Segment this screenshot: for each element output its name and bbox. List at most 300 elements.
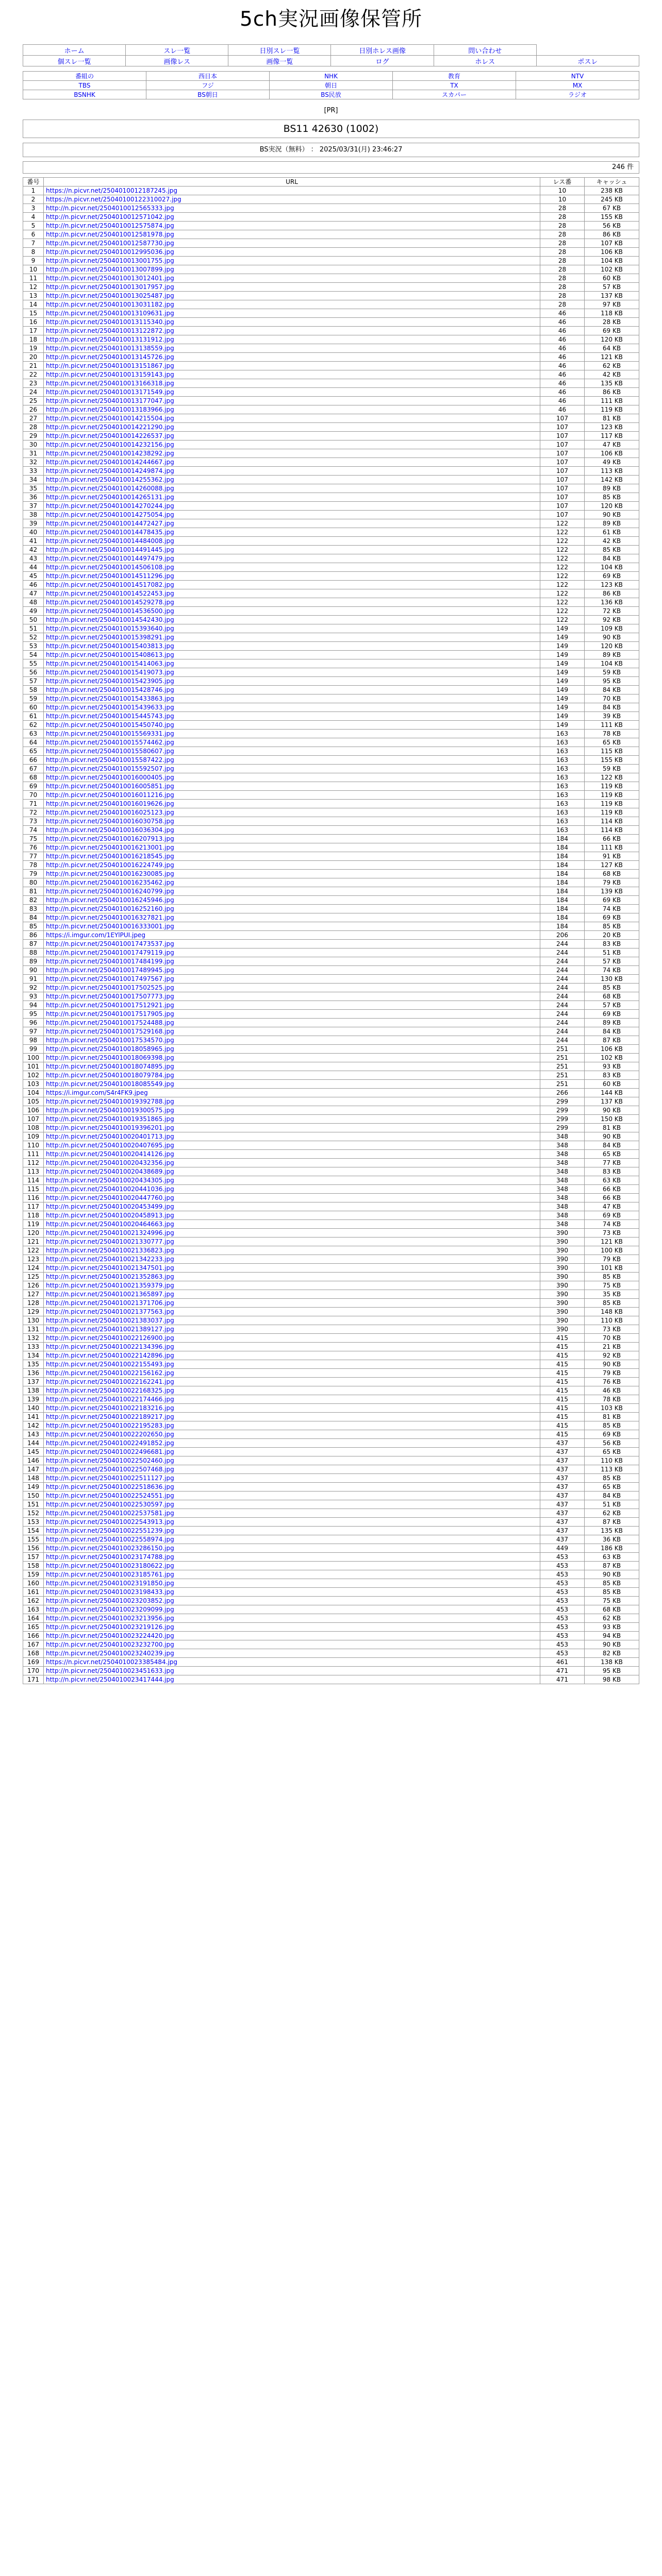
res-number-link[interactable]: 244 bbox=[540, 957, 585, 966]
nav-home[interactable]: ホーム bbox=[23, 45, 126, 56]
image-url-link[interactable]: http://n.picvr.net/250401001299503​6.jpg bbox=[44, 248, 540, 257]
res-number-link[interactable]: 415 bbox=[540, 1413, 585, 1421]
res-number-link[interactable]: 251 bbox=[540, 1080, 585, 1089]
res-number-link[interactable]: 461 bbox=[540, 1658, 585, 1667]
image-url-link[interactable]: http://n.picvr.net/250401001312287​2.jpg bbox=[44, 327, 540, 335]
res-number-link[interactable]: 122 bbox=[540, 572, 585, 581]
res-number-link[interactable]: 244 bbox=[540, 1036, 585, 1045]
image-url-link[interactable]: http://n.picvr.net/250401001425536​2.jpg bbox=[44, 476, 540, 484]
image-url-link[interactable]: http://n.picvr.net/250401001542874​6.jpg bbox=[44, 686, 540, 694]
image-url-link[interactable]: http://n.picvr.net/250401001424466​7.jpg bbox=[44, 458, 540, 467]
image-url-link[interactable]: http://n.picvr.net/250401001939278​8.jpg bbox=[44, 1097, 540, 1106]
res-number-link[interactable]: 415 bbox=[540, 1334, 585, 1343]
image-url-link[interactable]: http://n.picvr.net/250401002249668​1.jpg bbox=[44, 1448, 540, 1456]
res-number-link[interactable]: 46 bbox=[540, 353, 585, 362]
image-url-link[interactable]: http://n.picvr.net/250401001301240​1.jpg bbox=[44, 274, 540, 283]
image-url-link[interactable]: http://n.picvr.net/250401002043235​6.jpg bbox=[44, 1159, 540, 1167]
res-number-link[interactable]: 122 bbox=[540, 546, 585, 554]
res-number-link[interactable]: 348 bbox=[540, 1211, 585, 1220]
image-url-link[interactable]: http://n.picvr.net/250401001623008​5.jpg bbox=[44, 870, 540, 878]
res-number-link[interactable]: 453 bbox=[540, 1649, 585, 1658]
res-number-link[interactable]: 415 bbox=[540, 1421, 585, 1430]
res-number-link[interactable]: 471 bbox=[540, 1667, 585, 1675]
nav-posure[interactable]: ポスレ bbox=[536, 56, 639, 66]
res-number-link[interactable]: 348 bbox=[540, 1176, 585, 1185]
image-url-link[interactable]: http://n.picvr.net/250401001424987​4.jpg bbox=[44, 467, 540, 476]
res-number-link[interactable]: 348 bbox=[540, 1220, 585, 1229]
res-number-link[interactable]: 299 bbox=[540, 1124, 585, 1132]
res-number-link[interactable]: 184 bbox=[540, 896, 585, 905]
res-number-link[interactable]: 390 bbox=[540, 1299, 585, 1308]
res-number-link[interactable]: 107 bbox=[540, 423, 585, 432]
res-number-link[interactable]: 46 bbox=[540, 335, 585, 344]
image-url-link[interactable]: http://n.picvr.net/250401002045891​3.jpg bbox=[44, 1211, 540, 1220]
res-number-link[interactable]: 28 bbox=[540, 283, 585, 292]
res-number-link[interactable]: 184 bbox=[540, 922, 585, 931]
image-url-link[interactable]: http://n.picvr.net/250401001313191​2.jpg bbox=[44, 335, 540, 344]
res-number-link[interactable]: 390 bbox=[540, 1325, 585, 1334]
res-number-link[interactable]: 184 bbox=[540, 861, 585, 870]
res-number-link[interactable]: 163 bbox=[540, 782, 585, 791]
image-url-link[interactable]: http://n.picvr.net/250401001935186​5.jpg bbox=[44, 1115, 540, 1124]
res-number-link[interactable]: 122 bbox=[540, 616, 585, 624]
res-number-link[interactable]: 107 bbox=[540, 476, 585, 484]
image-url-link[interactable]: http://n.picvr.net/250401001748419​9.jpg bbox=[44, 957, 540, 966]
image-url-link[interactable]: http://n.picvr.net/250401002040769​5.jpg bbox=[44, 1141, 540, 1150]
image-url-link[interactable]: http://n.picvr.net/250401002328615​0.jpg bbox=[44, 1544, 540, 1553]
image-url-link[interactable]: http://n.picvr.net/250401001316631​8.jpg bbox=[44, 379, 540, 388]
image-url-link[interactable]: http://n.picvr.net/250401002345163​3.jpg bbox=[44, 1667, 540, 1675]
res-number-link[interactable]: 46 bbox=[540, 327, 585, 335]
image-url-link[interactable]: http://n.picvr.net/250401001453650​0.jpg bbox=[44, 607, 540, 616]
image-url-link[interactable]: http://n.picvr.net/250401002318062​2.jpg bbox=[44, 1562, 540, 1570]
image-url-link[interactable]: http://n.picvr.net/250401001625216​0.jpg bbox=[44, 905, 540, 913]
image-url-link[interactable]: http://n.picvr.net/250401002319185​0.jpg bbox=[44, 1579, 540, 1588]
res-number-link[interactable]: 28 bbox=[540, 300, 585, 309]
image-url-link[interactable]: http://n.picvr.net/250401002045349​9.jpg bbox=[44, 1202, 540, 1211]
image-url-link[interactable]: http://n.picvr.net/250401001805896​5.jpg bbox=[44, 1045, 540, 1054]
image-url-link[interactable]: http://n.picvr.net/250401001452245​3.jpg bbox=[44, 589, 540, 598]
res-number-link[interactable]: 415 bbox=[540, 1395, 585, 1404]
image-url-link[interactable]: http://n.picvr.net/250401002214289​6.jpg bbox=[44, 1351, 540, 1360]
res-number-link[interactable]: 184 bbox=[540, 878, 585, 887]
res-number-link[interactable]: 149 bbox=[540, 642, 585, 651]
image-url-link[interactable]: http://n.picvr.net/250401001318396​6.jpg bbox=[44, 405, 540, 414]
image-url-link[interactable]: http://n.picvr.net/250401002137170​6.jpg bbox=[44, 1299, 540, 1308]
image-url-link[interactable]: http://n.picvr.net/250401001545074​0.jpg bbox=[44, 721, 540, 730]
res-number-link[interactable]: 437 bbox=[540, 1527, 585, 1535]
image-url-link[interactable]: http://n.picvr.net/250401002135937​9.jpg bbox=[44, 1281, 540, 1290]
res-number-link[interactable]: 149 bbox=[540, 703, 585, 712]
image-url-link[interactable]: http://n.picvr.net/250401001559250​7.jpg bbox=[44, 765, 540, 773]
image-url-link[interactable]: http://n.picvr.net/250401002320385​2.jpg bbox=[44, 1597, 540, 1605]
image-url-link[interactable]: http://n.picvr.net/250401001300175​5.jpg bbox=[44, 257, 540, 265]
channel-link[interactable]: ラジオ bbox=[516, 90, 639, 99]
image-url-link[interactable]: http://n.picvr.net/250401002319843​3.jpg bbox=[44, 1588, 540, 1597]
image-url-link[interactable]: http://n.picvr.net/250401002321395​6.jpg bbox=[44, 1614, 540, 1623]
image-url-link[interactable]: http://n.picvr.net/250401002137756​3.jpg bbox=[44, 1308, 540, 1316]
res-number-link[interactable]: 453 bbox=[540, 1570, 585, 1579]
res-number-link[interactable]: 251 bbox=[540, 1062, 585, 1071]
image-url-link[interactable]: http://n.picvr.net/250401001422653​7.jpg bbox=[44, 432, 540, 440]
res-number-link[interactable]: 390 bbox=[540, 1316, 585, 1325]
res-number-link[interactable]: 415 bbox=[540, 1386, 585, 1395]
res-number-link[interactable]: 149 bbox=[540, 677, 585, 686]
image-url-link[interactable]: http://n.picvr.net/250401001600040​5.jpg bbox=[44, 773, 540, 782]
res-number-link[interactable]: 149 bbox=[540, 686, 585, 694]
res-number-link[interactable]: 348 bbox=[540, 1132, 585, 1141]
res-number-link[interactable]: 390 bbox=[540, 1290, 585, 1299]
res-number-link[interactable]: 107 bbox=[540, 449, 585, 458]
image-url-link[interactable]: http://n.picvr.net/250401001451708​2.jpg bbox=[44, 581, 540, 589]
res-number-link[interactable]: 471 bbox=[540, 1675, 585, 1684]
res-number-link[interactable]: 453 bbox=[540, 1579, 585, 1588]
image-url-link[interactable]: http://n.picvr.net/250401002216832​5.jpg bbox=[44, 1386, 540, 1395]
image-url-link[interactable]: http://n.picvr.net/250401001302548​7.jpg bbox=[44, 292, 540, 300]
channel-link[interactable]: 教育 bbox=[393, 72, 516, 81]
image-url-link[interactable]: http://n.picvr.net/250401001747353​7.jpg bbox=[44, 940, 540, 948]
image-url-link[interactable]: http://n.picvr.net/250401002322442​0.jpg bbox=[44, 1632, 540, 1640]
res-number-link[interactable]: 184 bbox=[540, 905, 585, 913]
image-url-link[interactable]: http://n.picvr.net/250401002044103​6.jpg bbox=[44, 1185, 540, 1194]
image-url-link[interactable]: http://n.picvr.net/250401002043868​9.jpg bbox=[44, 1167, 540, 1176]
image-url-link[interactable]: http://n.picvr.net/250401001624594​6.jpg bbox=[44, 896, 540, 905]
image-url-link[interactable]: http://n.picvr.net/250401002138303​7.jpg bbox=[44, 1316, 540, 1325]
image-url-link[interactable]: http://n.picvr.net/250401002341744​4.jpg bbox=[44, 1675, 540, 1684]
image-url-link[interactable]: http://n.picvr.net/250401001447843​5.jpg bbox=[44, 528, 540, 537]
res-number-link[interactable]: 415 bbox=[540, 1404, 585, 1413]
res-number-link[interactable]: 437 bbox=[540, 1465, 585, 1474]
image-url-link[interactable]: http://n.picvr.net/250401002219528​3.jpg bbox=[44, 1421, 540, 1430]
image-url-link[interactable]: http://n.picvr.net/250401002212690​0.jpg bbox=[44, 1334, 540, 1343]
res-number-link[interactable]: 122 bbox=[540, 528, 585, 537]
image-url-link[interactable]: http://n.picvr.net/250401001601121​6.jpg bbox=[44, 791, 540, 800]
res-number-link[interactable]: 149 bbox=[540, 668, 585, 677]
res-number-link[interactable]: 163 bbox=[540, 791, 585, 800]
image-url-link[interactable]: http://n.picvr.net/250401001257104​2.jpg bbox=[44, 213, 540, 222]
res-number-link[interactable]: 251 bbox=[540, 1071, 585, 1080]
channel-link[interactable]: NTV bbox=[516, 72, 639, 81]
image-url-link[interactable]: http://n.picvr.net/250401001427024​4.jpg bbox=[44, 502, 540, 511]
res-number-link[interactable]: 437 bbox=[540, 1483, 585, 1492]
res-number-link[interactable]: 390 bbox=[540, 1238, 585, 1246]
image-url-link[interactable]: http://n.picvr.net/250401001541907​3.jpg bbox=[44, 668, 540, 677]
res-number-link[interactable]: 244 bbox=[540, 948, 585, 957]
channel-link[interactable]: BS朝日 bbox=[146, 90, 270, 99]
res-number-link[interactable]: 266 bbox=[540, 1089, 585, 1097]
channel-link[interactable]: 西日本 bbox=[146, 72, 270, 81]
image-url-link[interactable]: http://n.picvr.net/250401001939620​1.jpg bbox=[44, 1124, 540, 1132]
image-url-link[interactable]: http://n.picvr.net/250401001930057​5.jpg bbox=[44, 1106, 540, 1115]
image-url-link[interactable]: http://n.picvr.net/250401001620791​3.jpg bbox=[44, 835, 540, 843]
image-url-link[interactable]: https://n.picvr.net/250401001218724​5.jpg bbox=[44, 187, 540, 195]
res-number-link[interactable]: 244 bbox=[540, 1010, 585, 1019]
res-number-link[interactable]: 299 bbox=[540, 1115, 585, 1124]
image-url-link[interactable]: http://n.picvr.net/250401001314572​6.jpg bbox=[44, 353, 540, 362]
image-url-link[interactable]: http://n.picvr.net/250401002041412​6.jpg bbox=[44, 1150, 540, 1159]
image-url-link[interactable]: http://n.picvr.net/250401001808554​9.jpg bbox=[44, 1080, 540, 1089]
res-number-link[interactable]: 415 bbox=[540, 1343, 585, 1351]
image-url-link[interactable]: http://n.picvr.net/250401001750777​3.jpg bbox=[44, 992, 540, 1001]
res-number-link[interactable]: 437 bbox=[540, 1492, 585, 1500]
image-url-link[interactable]: http://n.picvr.net/250401002136589​7.jpg bbox=[44, 1290, 540, 1299]
image-url-link[interactable]: http://n.picvr.net/250401002218921​7.jpg bbox=[44, 1413, 540, 1421]
image-url-link[interactable]: http://n.picvr.net/250401001258197​8.jpg bbox=[44, 230, 540, 239]
image-url-link[interactable]: http://n.picvr.net/250401002251863​6.jpg bbox=[44, 1483, 540, 1492]
image-url-link[interactable]: http://n.picvr.net/250401002213439​6.jpg bbox=[44, 1343, 540, 1351]
res-number-link[interactable]: 453 bbox=[540, 1614, 585, 1623]
res-number-link[interactable]: 28 bbox=[540, 222, 585, 230]
res-number-link[interactable]: 28 bbox=[540, 248, 585, 257]
res-number-link[interactable]: 163 bbox=[540, 756, 585, 765]
image-url-link[interactable]: http://n.picvr.net/250401001426513​1.jpg bbox=[44, 493, 540, 502]
image-url-link[interactable]: http://n.picvr.net/250401001447242​7.jpg bbox=[44, 519, 540, 528]
res-number-link[interactable]: 415 bbox=[540, 1369, 585, 1378]
nav-contact[interactable]: 問い合わせ bbox=[434, 45, 536, 56]
res-number-link[interactable]: 348 bbox=[540, 1194, 585, 1202]
res-number-link[interactable]: 28 bbox=[540, 274, 585, 283]
image-url-link[interactable]: http://n.picvr.net/250401001623546​2.jpg bbox=[44, 878, 540, 887]
image-url-link[interactable]: http://n.picvr.net/250401001600585​1.jpg bbox=[44, 782, 540, 791]
image-url-link[interactable]: http://n.picvr.net/250401001540861​3.jpg bbox=[44, 651, 540, 659]
image-url-link[interactable]: http://n.picvr.net/250401002250246​0.jpg bbox=[44, 1456, 540, 1465]
res-number-link[interactable]: 28 bbox=[540, 265, 585, 274]
image-url-link[interactable]: https://i.imgur.com/1EYlPUI.jpeg bbox=[44, 931, 540, 940]
image-url-link[interactable]: http://n.picvr.net/250401001449747​9.jpg bbox=[44, 554, 540, 563]
channel-link[interactable]: 番組の bbox=[23, 72, 146, 81]
res-number-link[interactable]: 244 bbox=[540, 992, 585, 1001]
res-number-link[interactable]: 107 bbox=[540, 511, 585, 519]
res-number-link[interactable]: 28 bbox=[540, 292, 585, 300]
image-url-link[interactable]: http://n.picvr.net/250401002252455​1.jpg bbox=[44, 1492, 540, 1500]
image-url-link[interactable]: http://n.picvr.net/250401001539364​0.jpg bbox=[44, 624, 540, 633]
res-number-link[interactable]: 437 bbox=[540, 1509, 585, 1518]
res-number-link[interactable]: 299 bbox=[540, 1106, 585, 1115]
res-number-link[interactable]: 453 bbox=[540, 1605, 585, 1614]
image-url-link[interactable]: http://n.picvr.net/250401001624079​9.jpg bbox=[44, 887, 540, 896]
image-url-link[interactable]: http://n.picvr.net/250401001622474​9.jpg bbox=[44, 861, 540, 870]
res-number-link[interactable]: 437 bbox=[540, 1439, 585, 1448]
res-number-link[interactable]: 390 bbox=[540, 1281, 585, 1290]
image-url-link[interactable]: http://n.picvr.net/250401001539829​1.jpg bbox=[44, 633, 540, 642]
image-url-link[interactable]: http://n.picvr.net/250401002133682​3.jpg bbox=[44, 1246, 540, 1255]
image-url-link[interactable]: http://n.picvr.net/250401001421550​4.jpg bbox=[44, 414, 540, 423]
res-number-link[interactable]: 28 bbox=[540, 204, 585, 213]
res-number-link[interactable]: 415 bbox=[540, 1378, 585, 1386]
res-number-link[interactable]: 122 bbox=[540, 563, 585, 572]
res-number-link[interactable]: 206 bbox=[540, 931, 585, 940]
nav-log[interactable]: ログ bbox=[331, 56, 434, 66]
channel-link[interactable]: フジ bbox=[146, 81, 270, 90]
image-url-link[interactable]: http://n.picvr.net/250401001753457​0.jpg bbox=[44, 1036, 540, 1045]
image-url-link[interactable]: https://i.imgur.com/S4r4FK9.jpeg bbox=[44, 1089, 540, 1097]
channel-link[interactable]: MX bbox=[516, 81, 639, 90]
image-url-link[interactable]: http://n.picvr.net/250401001556933​1.jpg bbox=[44, 730, 540, 738]
res-number-link[interactable]: 122 bbox=[540, 581, 585, 589]
res-number-link[interactable]: 348 bbox=[540, 1167, 585, 1176]
image-url-link[interactable]: http://n.picvr.net/250401002216224​1.jpg bbox=[44, 1378, 540, 1386]
image-url-link[interactable]: http://n.picvr.net/250401001317154​9.jpg bbox=[44, 388, 540, 397]
res-number-link[interactable]: 107 bbox=[540, 502, 585, 511]
res-number-link[interactable]: 415 bbox=[540, 1430, 585, 1439]
res-number-link[interactable]: 149 bbox=[540, 712, 585, 721]
res-number-link[interactable]: 46 bbox=[540, 362, 585, 370]
channel-link[interactable]: NHK bbox=[270, 72, 393, 81]
channel-link[interactable]: スカパー bbox=[393, 90, 516, 99]
image-url-link[interactable]: http://n.picvr.net/250401002040171​3.jpg bbox=[44, 1132, 540, 1141]
image-url-link[interactable]: http://n.picvr.net/250401001750252​5.jpg bbox=[44, 984, 540, 992]
image-url-link[interactable]: http://n.picvr.net/250401001603075​8.jpg bbox=[44, 817, 540, 826]
image-url-link[interactable]: http://n.picvr.net/250401002135286​3.jpg bbox=[44, 1273, 540, 1281]
image-url-link[interactable]: http://n.picvr.net/250401002134750​1.jpg bbox=[44, 1264, 540, 1273]
image-url-link[interactable]: http://n.picvr.net/250401001806939​8.jpg bbox=[44, 1054, 540, 1062]
image-url-link[interactable]: http://n.picvr.net/250401001543386​3.jpg bbox=[44, 694, 540, 703]
res-number-link[interactable]: 453 bbox=[540, 1597, 585, 1605]
res-number-link[interactable]: 299 bbox=[540, 1097, 585, 1106]
res-number-link[interactable]: 449 bbox=[540, 1544, 585, 1553]
image-url-link[interactable]: http://n.picvr.net/250401001747911​9.jpg bbox=[44, 948, 540, 957]
res-number-link[interactable]: 453 bbox=[540, 1553, 585, 1562]
res-number-link[interactable]: 107 bbox=[540, 493, 585, 502]
image-url-link[interactable]: http://n.picvr.net/250401001311534​0.jpg bbox=[44, 318, 540, 327]
res-number-link[interactable]: 28 bbox=[540, 239, 585, 248]
res-number-link[interactable]: 437 bbox=[540, 1518, 585, 1527]
image-url-link[interactable]: http://n.picvr.net/250401002215549​3.jpg bbox=[44, 1360, 540, 1369]
res-number-link[interactable]: 453 bbox=[540, 1632, 585, 1640]
nav-image-res[interactable]: 画像レス bbox=[126, 56, 228, 66]
res-number-link[interactable]: 184 bbox=[540, 870, 585, 878]
image-url-link[interactable]: http://n.picvr.net/250401001558060​7.jpg bbox=[44, 747, 540, 756]
res-number-link[interactable]: 163 bbox=[540, 738, 585, 747]
res-number-link[interactable]: 46 bbox=[540, 388, 585, 397]
image-url-link[interactable]: http://n.picvr.net/250401002253758​1.jpg bbox=[44, 1509, 540, 1518]
res-number-link[interactable]: 149 bbox=[540, 633, 585, 642]
res-number-link[interactable]: 28 bbox=[540, 257, 585, 265]
res-number-link[interactable]: 122 bbox=[540, 607, 585, 616]
res-number-link[interactable]: 107 bbox=[540, 432, 585, 440]
res-number-link[interactable]: 149 bbox=[540, 659, 585, 668]
image-url-link[interactable]: http://n.picvr.net/250401001454243​0.jpg bbox=[44, 616, 540, 624]
res-number-link[interactable]: 46 bbox=[540, 405, 585, 414]
res-number-link[interactable]: 28 bbox=[540, 230, 585, 239]
image-url-link[interactable]: http://n.picvr.net/250401002254391​3.jpg bbox=[44, 1518, 540, 1527]
res-number-link[interactable]: 415 bbox=[540, 1351, 585, 1360]
nav-daily-images[interactable]: 日別ホレス画像 bbox=[331, 45, 434, 56]
channel-link[interactable]: BS民放 bbox=[270, 90, 393, 99]
res-number-link[interactable]: 437 bbox=[540, 1500, 585, 1509]
res-number-link[interactable]: 163 bbox=[540, 800, 585, 808]
image-url-link[interactable]: http://n.picvr.net/250401001541406​3.jpg bbox=[44, 659, 540, 668]
image-url-link[interactable]: http://n.picvr.net/250401002249185​2.jpg bbox=[44, 1439, 540, 1448]
res-number-link[interactable]: 390 bbox=[540, 1273, 585, 1281]
res-number-link[interactable]: 107 bbox=[540, 467, 585, 476]
res-number-link[interactable]: 390 bbox=[540, 1255, 585, 1264]
res-number-link[interactable]: 163 bbox=[540, 730, 585, 738]
res-number-link[interactable]: 122 bbox=[540, 589, 585, 598]
image-url-link[interactable]: http://n.picvr.net/250401001632782​1.jpg bbox=[44, 913, 540, 922]
res-number-link[interactable]: 244 bbox=[540, 966, 585, 975]
channel-link[interactable]: TX bbox=[393, 81, 516, 90]
image-url-link[interactable]: http://n.picvr.net/250401001310963​1.jpg bbox=[44, 309, 540, 318]
res-number-link[interactable]: 46 bbox=[540, 397, 585, 405]
image-url-link[interactable]: http://n.picvr.net/250401001422129​0.jpg bbox=[44, 423, 540, 432]
nav-image-list[interactable]: 画像一覧 bbox=[228, 56, 331, 66]
image-url-link[interactable]: http://n.picvr.net/250401001423829​2.jpg bbox=[44, 449, 540, 458]
res-number-link[interactable]: 122 bbox=[540, 537, 585, 546]
channel-link[interactable]: 朝日 bbox=[270, 81, 393, 90]
image-url-link[interactable]: http://n.picvr.net/250401001558742​2.jpg bbox=[44, 756, 540, 765]
image-url-link[interactable]: http://n.picvr.net/250401001450610​8.jpg bbox=[44, 563, 540, 572]
res-number-link[interactable]: 244 bbox=[540, 984, 585, 992]
nav-thread-list[interactable]: スレ一覧 bbox=[126, 45, 228, 56]
res-number-link[interactable]: 10 bbox=[540, 195, 585, 204]
image-url-link[interactable]: http://n.picvr.net/250401002317478​8.jpg bbox=[44, 1553, 540, 1562]
res-number-link[interactable]: 437 bbox=[540, 1474, 585, 1483]
res-number-link[interactable]: 46 bbox=[540, 379, 585, 388]
res-number-link[interactable]: 244 bbox=[540, 1027, 585, 1036]
image-url-link[interactable]: http://n.picvr.net/250401001451129​6.jpg bbox=[44, 572, 540, 581]
image-url-link[interactable]: http://n.picvr.net/250401001315914​3.jpg bbox=[44, 370, 540, 379]
res-number-link[interactable]: 453 bbox=[540, 1562, 585, 1570]
image-url-link[interactable]: http://n.picvr.net/250401001601962​6.jpg bbox=[44, 800, 540, 808]
image-url-link[interactable]: http://n.picvr.net/250401001540381​3.jpg bbox=[44, 642, 540, 651]
image-url-link[interactable]: http://n.picvr.net/250401001300789​9.jpg bbox=[44, 265, 540, 274]
image-url-link[interactable]: http://n.picvr.net/250401001807489​5.jpg bbox=[44, 1062, 540, 1071]
image-url-link[interactable]: http://n.picvr.net/250401001542390​5.jpg bbox=[44, 677, 540, 686]
res-number-link[interactable]: 348 bbox=[540, 1185, 585, 1194]
image-url-link[interactable]: http://n.picvr.net/250401001423215​6.jpg bbox=[44, 440, 540, 449]
image-url-link[interactable]: http://n.picvr.net/250401002323270​0.jpg bbox=[44, 1640, 540, 1649]
image-url-link[interactable]: http://n.picvr.net/250401001557446​2.jpg bbox=[44, 738, 540, 747]
image-url-link[interactable]: http://n.picvr.net/250401001603630​4.jpg bbox=[44, 826, 540, 835]
res-number-link[interactable]: 163 bbox=[540, 765, 585, 773]
image-url-link[interactable]: http://n.picvr.net/250401001749756​7.jpg bbox=[44, 975, 540, 984]
image-url-link[interactable]: http://n.picvr.net/250401001751292​1.jpg bbox=[44, 1001, 540, 1010]
image-url-link[interactable]: http://n.picvr.net/250401001256533​3.jpg bbox=[44, 204, 540, 213]
res-number-link[interactable]: 46 bbox=[540, 344, 585, 353]
res-number-link[interactable]: 28 bbox=[540, 213, 585, 222]
res-number-link[interactable]: 163 bbox=[540, 747, 585, 756]
image-url-link[interactable]: http://n.picvr.net/250401001807978​4.jpg bbox=[44, 1071, 540, 1080]
image-url-link[interactable]: http://n.picvr.net/250401001301795​7.jpg bbox=[44, 283, 540, 292]
res-number-link[interactable]: 390 bbox=[540, 1264, 585, 1273]
res-number-link[interactable]: 184 bbox=[540, 835, 585, 843]
image-url-link[interactable]: http://n.picvr.net/250401002255897​4.jpg bbox=[44, 1535, 540, 1544]
image-url-link[interactable]: http://n.picvr.net/250401001621300​1.jpg bbox=[44, 843, 540, 852]
res-number-link[interactable]: 149 bbox=[540, 721, 585, 730]
res-number-link[interactable]: 163 bbox=[540, 773, 585, 782]
image-url-link[interactable]: http://n.picvr.net/250401001751790​5.jpg bbox=[44, 1010, 540, 1019]
image-url-link[interactable]: http://n.picvr.net/250401002255123​9.jpg bbox=[44, 1527, 540, 1535]
res-number-link[interactable]: 184 bbox=[540, 852, 585, 861]
nav-individual-threads[interactable]: 個スレ一覧 bbox=[23, 56, 126, 66]
image-url-link[interactable]: http://n.picvr.net/250401001317704​7.jpg bbox=[44, 397, 540, 405]
res-number-link[interactable]: 348 bbox=[540, 1141, 585, 1150]
image-url-link[interactable]: http://n.picvr.net/250401002133077​7.jpg bbox=[44, 1238, 540, 1246]
res-number-link[interactable]: 107 bbox=[540, 414, 585, 423]
image-url-link[interactable]: http://n.picvr.net/250401001303118​2.jpg bbox=[44, 300, 540, 309]
image-url-link[interactable]: http://n.picvr.net/250401002132499​6.jpg bbox=[44, 1229, 540, 1238]
image-url-link[interactable]: http://n.picvr.net/250401001427505​4.jpg bbox=[44, 511, 540, 519]
res-number-link[interactable]: 251 bbox=[540, 1054, 585, 1062]
res-number-link[interactable]: 122 bbox=[540, 598, 585, 607]
res-number-link[interactable]: 251 bbox=[540, 1045, 585, 1054]
res-number-link[interactable]: 348 bbox=[540, 1159, 585, 1167]
res-number-link[interactable]: 184 bbox=[540, 843, 585, 852]
image-url-link[interactable]: http://n.picvr.net/250401001315186​7.jpg bbox=[44, 362, 540, 370]
res-number-link[interactable]: 107 bbox=[540, 458, 585, 467]
res-number-link[interactable]: 437 bbox=[540, 1456, 585, 1465]
